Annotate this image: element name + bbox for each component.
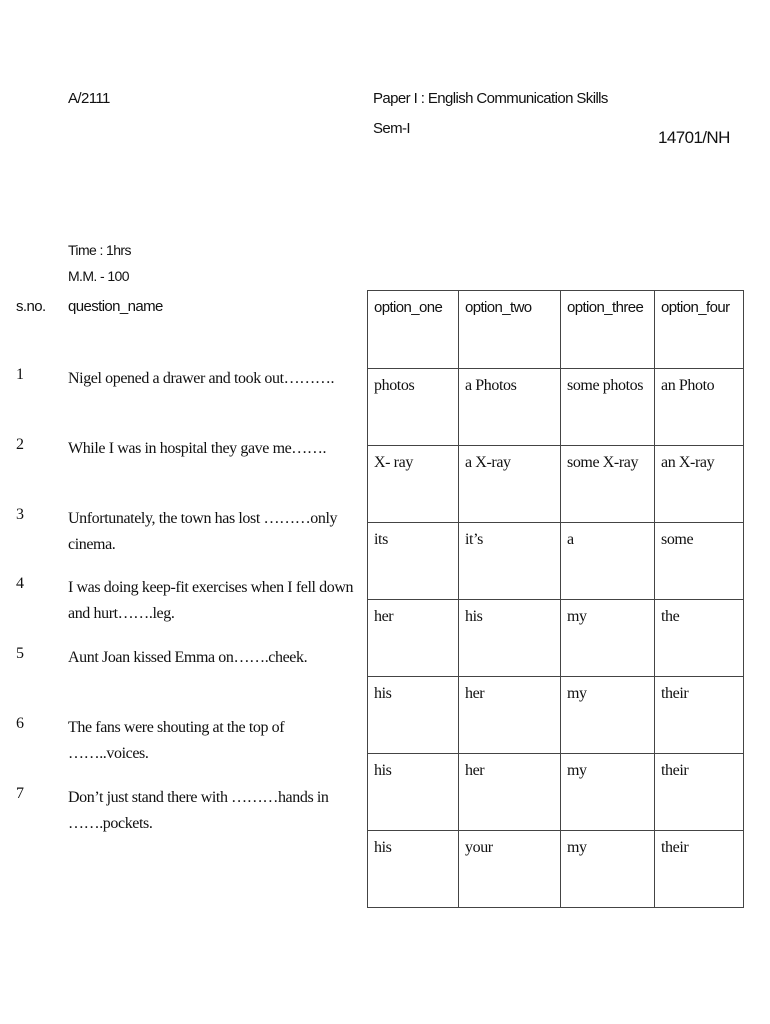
- question-column-header: question_name: [68, 298, 163, 315]
- option-four-header: option_four: [655, 291, 744, 369]
- option-four-cell: some: [655, 523, 744, 600]
- question-text: I was doing keep-fit exercises when I fell down and hurt…….leg.: [68, 579, 354, 622]
- table-row: [368, 446, 744, 523]
- option-four-cell: their: [655, 754, 744, 831]
- option-three-cell: my: [561, 754, 655, 831]
- option-two-cell: her: [459, 677, 561, 754]
- options-header-row: [368, 291, 744, 369]
- option-two-cell: your: [459, 831, 561, 908]
- options-table: [367, 290, 744, 908]
- table-row: [368, 677, 744, 754]
- option-four-cell: their: [655, 677, 744, 754]
- question-text: Don’t just stand there with ………hands in …….pockets.: [68, 789, 329, 832]
- sno-column-header: s.no.: [16, 298, 46, 315]
- option-four-cell: an X-ray: [655, 446, 744, 523]
- question-paper-code: A/2111: [68, 90, 110, 107]
- question-number: 1: [16, 366, 24, 383]
- table-row: [368, 754, 744, 831]
- question-number: 7: [16, 785, 24, 802]
- option-one-cell: his: [368, 677, 459, 754]
- question-text: The fans were shouting at the top of ……..voices.: [68, 719, 285, 762]
- option-two-cell: it’s: [459, 523, 561, 600]
- option-four-cell: an Photo: [655, 369, 744, 446]
- semester-label: Sem-I: [373, 120, 411, 137]
- option-three-cell: my: [561, 677, 655, 754]
- option-one-cell: his: [368, 831, 459, 908]
- paper-title: Paper I : English Communication Skills: [373, 90, 608, 107]
- option-three-cell: some X-ray: [561, 446, 655, 523]
- option-three-cell: a: [561, 523, 655, 600]
- option-two-cell: a X-ray: [459, 446, 561, 523]
- option-two-cell: a Photos: [459, 369, 561, 446]
- question-text: Unfortunately, the town has lost ………only cinema.: [68, 510, 338, 553]
- table-row: [368, 600, 744, 677]
- paper-number: 14701/NH: [658, 128, 730, 147]
- question-number: 4: [16, 575, 24, 592]
- table-row: [368, 523, 744, 600]
- option-one-header: option_one: [368, 291, 459, 369]
- option-one-cell: his: [368, 754, 459, 831]
- question-number: 5: [16, 645, 24, 662]
- exam-time: Time : 1hrs: [68, 242, 131, 258]
- table-row: [368, 831, 744, 908]
- option-three-cell: my: [561, 831, 655, 908]
- option-three-cell: my: [561, 600, 655, 677]
- option-three-header: option_three: [561, 291, 655, 369]
- question-number: 2: [16, 436, 24, 453]
- question-number: 6: [16, 715, 24, 732]
- option-two-cell: her: [459, 754, 561, 831]
- option-one-cell: her: [368, 600, 459, 677]
- option-four-cell: their: [655, 831, 744, 908]
- question-text: Nigel opened a drawer and took out……….: [68, 370, 335, 387]
- option-one-cell: its: [368, 523, 459, 600]
- option-four-cell: the: [655, 600, 744, 677]
- option-three-cell: some photos: [561, 369, 655, 446]
- option-one-cell: photos: [368, 369, 459, 446]
- option-one-cell: X- ray: [368, 446, 459, 523]
- table-row: [368, 369, 744, 446]
- question-text: Aunt Joan kissed Emma on…….cheek.: [68, 649, 308, 666]
- option-two-cell: his: [459, 600, 561, 677]
- question-text: While I was in hospital they gave me…….: [68, 440, 327, 457]
- option-two-header: option_two: [459, 291, 561, 369]
- question-number: 3: [16, 506, 24, 523]
- max-marks: M.M. - 100: [68, 268, 129, 284]
